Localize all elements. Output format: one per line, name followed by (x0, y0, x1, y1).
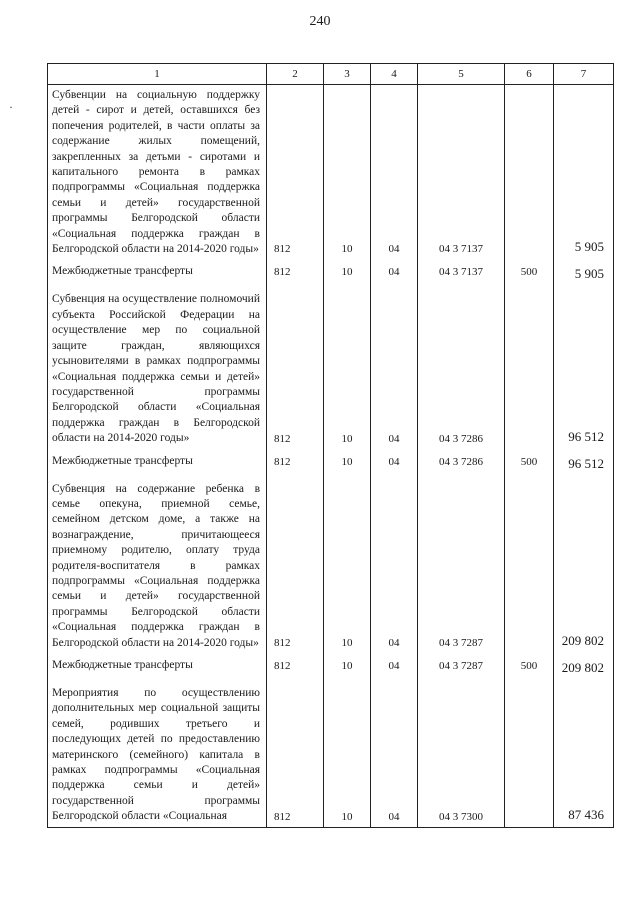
amount: 209 802 (554, 479, 614, 653)
table-row (48, 449, 614, 479)
table-row (48, 289, 614, 448)
column-header-3: 3 (324, 64, 371, 85)
section-code: 10 (324, 85, 371, 260)
column-header-4: 4 (371, 64, 418, 85)
expense-type-code: 500 (505, 449, 554, 479)
amount: 96 512 (554, 449, 614, 479)
table-row (48, 479, 614, 653)
expense-type-code (505, 85, 554, 260)
target-article-code: 04 3 7286 (418, 449, 505, 479)
subsection-code: 04 (371, 259, 418, 289)
budget-table (47, 63, 614, 828)
row-name: Субвенция на содержание ребенка в семье опекуна, приемной семье, семейном детском доме, а также на вознаграждение, причитающееся приемному родителю, оплату труда родителя-воспитателя в рамках подпрограммы «Социальная поддержка семьи и детей» государственной программы Белгородской области «Социальная поддержка граждан в Белгородской области на 2014-2020 годы» (48, 479, 267, 653)
section-code: 10 (324, 449, 371, 479)
section-code: 10 (324, 653, 371, 683)
row-name: Межбюджетные трансферты (48, 653, 267, 683)
section-code: 10 (324, 479, 371, 653)
subsection-code: 04 (371, 683, 418, 827)
target-article-code: 04 3 7287 (418, 653, 505, 683)
expense-type-code (505, 683, 554, 827)
target-article-code: 04 3 7137 (418, 259, 505, 289)
column-header-6: 6 (505, 64, 554, 85)
ministry-code: 812 (267, 289, 324, 448)
ministry-code: 812 (267, 259, 324, 289)
amount: 5 905 (554, 85, 614, 260)
column-header-1: 1 (48, 64, 267, 85)
page-number: 240 (309, 14, 331, 29)
table-row (48, 683, 614, 827)
target-article-code: 04 3 7300 (418, 683, 505, 827)
target-article-code: 04 3 7286 (418, 289, 505, 448)
expense-type-code (505, 479, 554, 653)
amount: 96 512 (554, 289, 614, 448)
expense-type-code (505, 289, 554, 448)
table-row (48, 85, 614, 260)
table-row (48, 259, 614, 289)
row-name: Межбюджетные трансферты (48, 259, 267, 289)
section-code: 10 (324, 289, 371, 448)
ministry-code: 812 (267, 683, 324, 827)
amount: 87 436 (554, 683, 614, 827)
column-header-2: 2 (267, 64, 324, 85)
target-article-code: 04 3 7137 (418, 85, 505, 260)
subsection-code: 04 (371, 479, 418, 653)
amount: 5 905 (554, 259, 614, 289)
row-name: Субвенция на осуществление полномочий субъекта Российской Федерации на осуществление мер по социальной защите граждан, являющихся усыновителями в рамках подпрограммы «Социальная поддержка семьи и детей» государственной программы Белгородской области «Социальная поддержка граждан в Белгородской области на 2014-2020 годы» (48, 289, 267, 448)
row-name: Субвенции на социальную поддержку детей - сирот и детей, оставшихся без попечения родителей, в части оплаты за содержание жилых помещений, закрепленных за детьми - сиротами и капитального ремонта в рамках подпрограммы «Социальная поддержка семьи и детей» государственной программы Белгородской области «Социальная поддержка граждан в Белгородской области на 2014-2020 годы» (48, 85, 267, 260)
target-article-code: 04 3 7287 (418, 479, 505, 653)
amount: 209 802 (554, 653, 614, 683)
expense-type-code: 500 (505, 259, 554, 289)
subsection-code: 04 (371, 85, 418, 260)
ministry-code: 812 (267, 653, 324, 683)
ministry-code: 812 (267, 479, 324, 653)
table-row (48, 653, 614, 683)
expense-type-code: 500 (505, 653, 554, 683)
ministry-code: 812 (267, 85, 324, 260)
row-name: Межбюджетные трансферты (48, 449, 267, 479)
ministry-code: 812 (267, 449, 324, 479)
header-row (48, 64, 614, 85)
section-code: 10 (324, 259, 371, 289)
row-name: Мероприятия по осуществлению дополнительных мер социальной защиты семей, родивших третьего и последующих детей по предоставлению материнского (семейного) капитала в рамках подпрограммы «Социальная поддержка семьи и детей» государственной программы Белгородской области «Социальная (48, 683, 267, 827)
subsection-code: 04 (371, 653, 418, 683)
column-header-7: 7 (554, 64, 614, 85)
section-code: 10 (324, 683, 371, 827)
column-header-5: 5 (418, 64, 505, 85)
subsection-code: 04 (371, 449, 418, 479)
subsection-code: 04 (371, 289, 418, 448)
scan-mark: · (9, 100, 13, 114)
